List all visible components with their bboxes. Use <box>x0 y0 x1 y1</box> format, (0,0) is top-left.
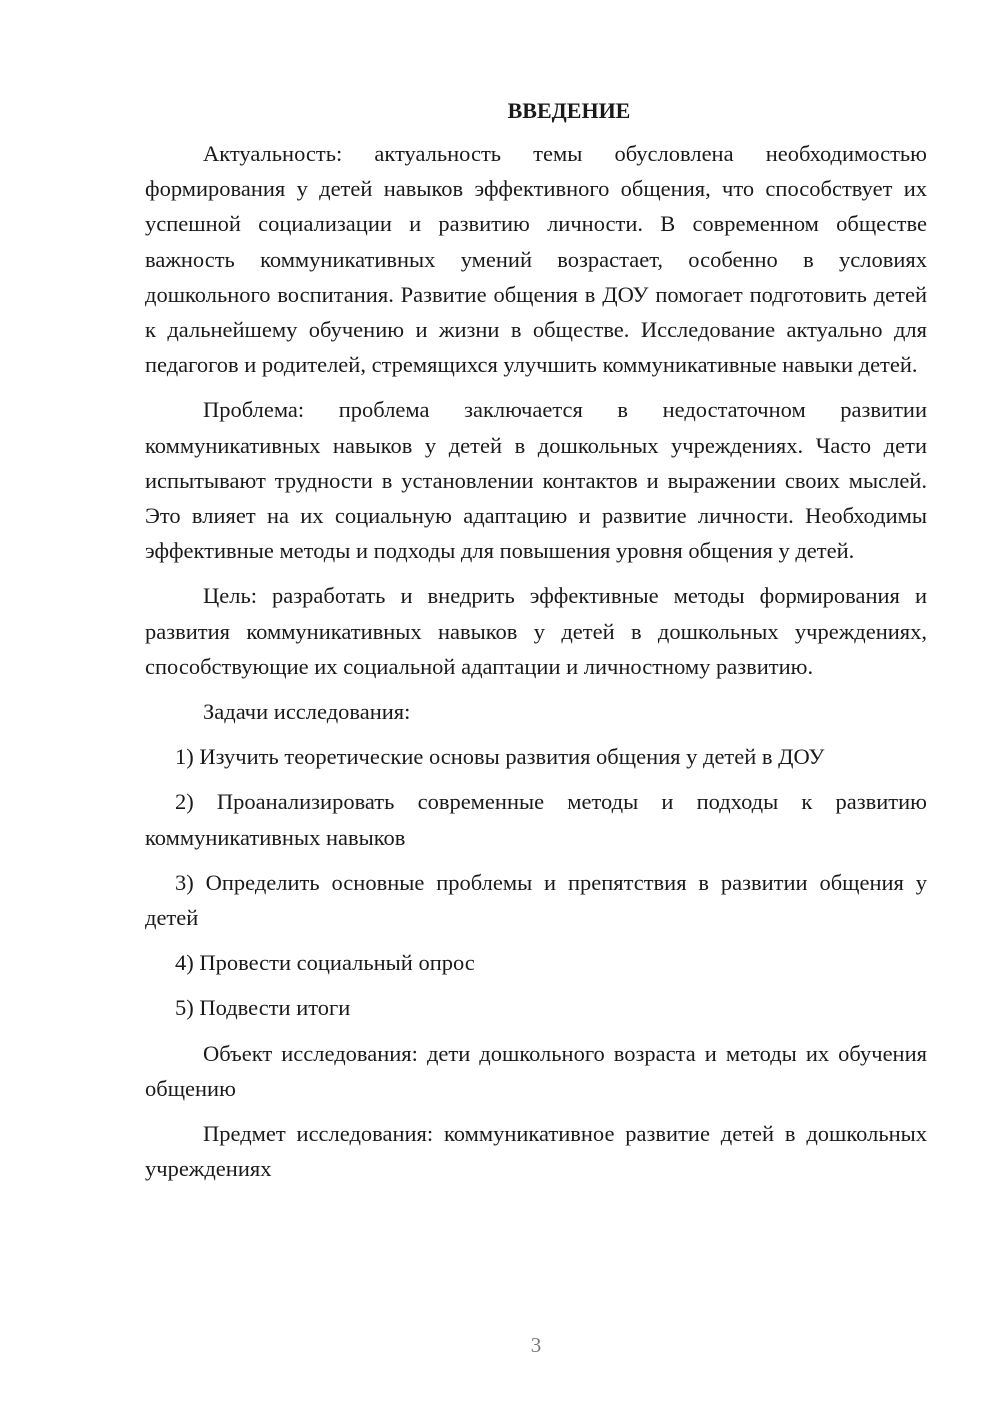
subject-paragraph: Предмет исследования: коммуникативное развитие детей в дошкольных учреждениях <box>145 1121 927 1182</box>
problem-paragraph: Проблема: проблема заключается в недостаточном развитии коммуникативных навыков у детей в дошкольных учреждениях. Часто дети испытывают трудности в установлении контактов и выражении своих мыслей. Это влияет на их социальную адаптацию и развитие личности. Необходимы эффективные методы и подходы для повышения уровня общения у детей. <box>145 397 927 564</box>
task-item-3: 3) Определить основные проблемы и препятствия в развитии общения у детей <box>145 869 927 931</box>
section-title: ВВЕДЕНИЕ <box>507 98 631 123</box>
task-item-5: 5) Подвести итоги <box>175 995 351 1021</box>
page-content <box>145 94 927 1196</box>
page-number: 3 <box>530 1333 542 1357</box>
relevance-paragraph: Актуальность: актуальность темы обусловлена необходимостью формирования у детей навыков эффективного общения, что способствует их успешной социализации и развитию личности. В современном обществе важность коммуникативных умений возрастает, особенно в условиях дошкольного воспитания. Развитие общения в ДОУ помогает подготовить детей к дальнейшему обучению и жизни в обществе. Исследование актуально для педагогов и родителей, стремящихся улучшить коммуникативные навыки детей. <box>145 141 927 378</box>
task-item-4: 4) Провести социальный опрос <box>175 950 475 976</box>
task-item-2: 2) Проанализировать современные методы и подходы к развитию коммуникативных навыков <box>145 789 927 850</box>
object-paragraph: Объект исследования: дети дошкольного возраста и методы их обучения общению <box>145 1040 927 1101</box>
task-item-1: 1) Изучить теоретические основы развития общения у детей в ДОУ <box>175 744 825 770</box>
goal-paragraph: Цель: разработать и внедрить эффективные методы формирования и развития коммуникативных навыков у детей в дошкольных учреждениях, способствующие их социальной адаптации и личностному развитию. <box>145 583 927 679</box>
tasks-heading: Задачи исследования: <box>203 699 411 725</box>
